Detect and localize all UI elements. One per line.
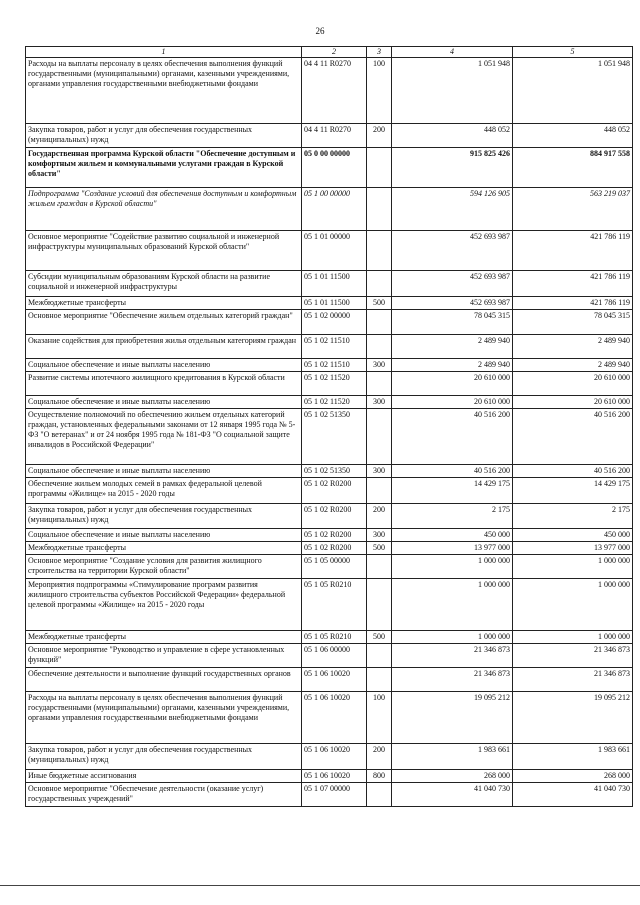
header-cell: 3 [367, 47, 392, 58]
row-name-cell: Подпрограмма "Создание условий для обеспечения доступным и комфортным жильем граждан в Курской области" [26, 188, 302, 231]
row-expense-type-cell: 500 [367, 542, 392, 555]
row-name-cell: Развитие системы ипотечного жилищного кредитования в Курской области [26, 372, 302, 396]
row-amount-1-cell: 13 977 000 [392, 542, 513, 555]
table-row [26, 529, 633, 542]
row-amount-2-cell: 14 429 175 [513, 478, 633, 504]
row-expense-type-cell [367, 644, 392, 668]
table-row [26, 409, 633, 465]
row-expense-type-cell: 300 [367, 396, 392, 409]
row-name-cell: Социальное обеспечение и иные выплаты населению [26, 529, 302, 542]
row-expense-type-cell [367, 372, 392, 396]
row-amount-2-cell: 40 516 200 [513, 465, 633, 478]
row-code-cell: 05 1 07 00000 [302, 783, 367, 807]
row-expense-type-cell [367, 555, 392, 579]
row-expense-type-cell [367, 148, 392, 188]
row-amount-2-cell: 448 052 [513, 124, 633, 148]
row-amount-2-cell: 1 000 000 [513, 579, 633, 631]
row-expense-type-cell: 100 [367, 692, 392, 744]
row-name-cell: Обеспечение деятельности и выполнение функций государственных органов [26, 668, 302, 692]
row-name-cell: Межбюджетные трансферты [26, 631, 302, 644]
table-row [26, 231, 633, 271]
row-name-cell: Осуществление полномочий по обеспечению жильем отдельных категорий граждан, установленных федеральными законами от 12 января 1995 года № 5-ФЗ "О ветеранах" и от 24 ноября 1995 года № 181-ФЗ "О социальной защите инвалидов в Российской Федерации" [26, 409, 302, 465]
table-row [26, 783, 633, 807]
row-name-cell: Основное мероприятие "Руководство и управление в сфере установленных функций" [26, 644, 302, 668]
row-amount-2-cell: 20 610 000 [513, 396, 633, 409]
row-amount-2-cell: 2 489 940 [513, 359, 633, 372]
table-row [26, 644, 633, 668]
table-row [26, 542, 633, 555]
header-row [26, 47, 633, 58]
table-row [26, 465, 633, 478]
table-row [26, 310, 633, 335]
row-amount-1-cell: 40 516 200 [392, 409, 513, 465]
row-code-cell: 05 1 02 R0200 [302, 478, 367, 504]
row-expense-type-cell: 300 [367, 465, 392, 478]
row-amount-1-cell: 1 000 000 [392, 631, 513, 644]
row-amount-2-cell: 1 000 000 [513, 631, 633, 644]
row-amount-2-cell: 1 000 000 [513, 555, 633, 579]
row-amount-1-cell: 40 516 200 [392, 465, 513, 478]
row-name-cell: Основное мероприятие "Обеспечение деятельности (оказание услуг) государственных учреждений" [26, 783, 302, 807]
table-row [26, 478, 633, 504]
row-amount-2-cell: 41 040 730 [513, 783, 633, 807]
row-amount-2-cell: 450 000 [513, 529, 633, 542]
row-amount-1-cell: 19 095 212 [392, 692, 513, 744]
row-amount-1-cell: 448 052 [392, 124, 513, 148]
row-code-cell: 05 1 02 00000 [302, 310, 367, 335]
row-name-cell: Социальное обеспечение и иные выплаты населению [26, 396, 302, 409]
row-amount-2-cell: 2 489 940 [513, 335, 633, 359]
row-code-cell: 05 1 02 11510 [302, 335, 367, 359]
table-row [26, 631, 633, 644]
row-amount-1-cell: 2 175 [392, 504, 513, 529]
table-row [26, 770, 633, 783]
row-expense-type-cell [367, 231, 392, 271]
row-amount-2-cell: 21 346 873 [513, 644, 633, 668]
row-expense-type-cell: 800 [367, 770, 392, 783]
row-amount-2-cell: 19 095 212 [513, 692, 633, 744]
row-code-cell: 05 1 06 10020 [302, 668, 367, 692]
row-name-cell: Социальное обеспечение и иные выплаты населению [26, 359, 302, 372]
row-name-cell: Основное мероприятие "Создание условия для развития жилищного строительства на территории Курской области" [26, 555, 302, 579]
row-amount-2-cell: 40 516 200 [513, 409, 633, 465]
row-amount-2-cell: 563 219 037 [513, 188, 633, 231]
row-name-cell: Закупка товаров, работ и услуг для обеспечения государственных (муниципальных) нужд [26, 744, 302, 770]
row-amount-1-cell: 21 346 873 [392, 668, 513, 692]
table-row [26, 579, 633, 631]
table-row [26, 58, 633, 124]
budget-table [25, 46, 633, 807]
row-amount-2-cell: 78 045 315 [513, 310, 633, 335]
table-row [26, 359, 633, 372]
row-expense-type-cell [367, 310, 392, 335]
row-name-cell: Социальное обеспечение и иные выплаты населению [26, 465, 302, 478]
row-amount-2-cell: 2 175 [513, 504, 633, 529]
row-code-cell: 04 4 11 R0270 [302, 124, 367, 148]
row-expense-type-cell [367, 335, 392, 359]
row-amount-1-cell: 594 126 905 [392, 188, 513, 231]
table-row [26, 148, 633, 188]
row-name-cell: Оказание содействия для приобретения жилья отдельным категориям граждан [26, 335, 302, 359]
page-bottom-rule [0, 885, 640, 886]
row-name-cell: Межбюджетные трансферты [26, 542, 302, 555]
row-expense-type-cell: 200 [367, 504, 392, 529]
row-code-cell: 05 1 05 R0210 [302, 631, 367, 644]
row-code-cell: 05 1 00 00000 [302, 188, 367, 231]
row-amount-1-cell: 78 045 315 [392, 310, 513, 335]
row-code-cell: 04 4 11 R0270 [302, 58, 367, 124]
row-name-cell: Расходы на выплаты персоналу в целях обеспечения выполнения функций государственными (муниципальными) органами, казенными учреждениями, органами управления государственными внебюджетными фондами [26, 58, 302, 124]
row-expense-type-cell: 200 [367, 124, 392, 148]
table-row [26, 335, 633, 359]
row-amount-1-cell: 20 610 000 [392, 396, 513, 409]
row-amount-1-cell: 21 346 873 [392, 644, 513, 668]
row-code-cell: 05 1 06 10020 [302, 692, 367, 744]
row-amount-1-cell: 915 825 426 [392, 148, 513, 188]
row-code-cell: 05 1 02 R0200 [302, 529, 367, 542]
row-code-cell: 05 1 02 51350 [302, 409, 367, 465]
row-expense-type-cell: 200 [367, 744, 392, 770]
row-amount-2-cell: 13 977 000 [513, 542, 633, 555]
table-row [26, 297, 633, 310]
row-code-cell: 05 1 01 11500 [302, 271, 367, 297]
row-amount-1-cell: 2 489 940 [392, 359, 513, 372]
row-name-cell: Закупка товаров, работ и услуг для обеспечения государственных (муниципальных) нужд [26, 124, 302, 148]
row-name-cell: Межбюджетные трансферты [26, 297, 302, 310]
header-cell: 4 [392, 47, 513, 58]
table-row [26, 555, 633, 579]
row-name-cell: Расходы на выплаты персоналу в целях обеспечения выполнения функций государственными (муниципальными) органами, казенными учреждениями, органами управления государственными внебюджетными фондами [26, 692, 302, 744]
row-expense-type-cell: 300 [367, 359, 392, 372]
row-amount-1-cell: 1 000 000 [392, 555, 513, 579]
header-cell: 5 [513, 47, 633, 58]
row-amount-1-cell: 452 693 987 [392, 297, 513, 310]
row-expense-type-cell [367, 271, 392, 297]
row-name-cell: Обеспечение жильем молодых семей в рамках федеральной целевой программы «Жилище» на 2015 - 2020 годы [26, 478, 302, 504]
row-name-cell: Субсидии муниципальным образованиям Курской области на развитие социальной и инженерной инфраструктуры [26, 271, 302, 297]
row-code-cell: 05 1 02 51350 [302, 465, 367, 478]
table-row [26, 692, 633, 744]
row-code-cell: 05 1 06 00000 [302, 644, 367, 668]
table-row [26, 124, 633, 148]
row-amount-2-cell: 421 786 119 [513, 271, 633, 297]
page-number: 26 [315, 26, 325, 36]
table-row [26, 188, 633, 231]
row-amount-2-cell: 268 000 [513, 770, 633, 783]
row-expense-type-cell: 300 [367, 529, 392, 542]
row-name-cell: Основное мероприятие "Обеспечение жильем отдельных категорий граждан" [26, 310, 302, 335]
header-cell: 2 [302, 47, 367, 58]
row-amount-1-cell: 450 000 [392, 529, 513, 542]
row-amount-2-cell: 421 786 119 [513, 231, 633, 271]
table-row [26, 372, 633, 396]
row-amount-1-cell: 14 429 175 [392, 478, 513, 504]
row-code-cell: 05 1 06 10020 [302, 744, 367, 770]
table-row [26, 396, 633, 409]
row-code-cell: 05 0 00 00000 [302, 148, 367, 188]
row-amount-1-cell: 452 693 987 [392, 271, 513, 297]
row-amount-1-cell: 41 040 730 [392, 783, 513, 807]
row-amount-1-cell: 1 983 661 [392, 744, 513, 770]
row-code-cell: 05 1 02 11520 [302, 372, 367, 396]
row-name-cell: Иные бюджетные ассигнования [26, 770, 302, 783]
row-code-cell: 05 1 02 11520 [302, 396, 367, 409]
row-expense-type-cell [367, 188, 392, 231]
row-expense-type-cell: 500 [367, 297, 392, 310]
table-row [26, 504, 633, 529]
row-expense-type-cell: 100 [367, 58, 392, 124]
row-code-cell: 05 1 05 R0210 [302, 579, 367, 631]
row-code-cell: 05 1 02 R0200 [302, 542, 367, 555]
row-name-cell: Мероприятия подпрограммы «Стимулирование программ развития жилищного строительства субъектов Российской Федерации» федеральной целевой программы «Жилище» на 2015 - 2020 годы [26, 579, 302, 631]
row-code-cell: 05 1 01 00000 [302, 231, 367, 271]
row-expense-type-cell [367, 478, 392, 504]
row-amount-2-cell: 421 786 119 [513, 297, 633, 310]
row-expense-type-cell [367, 783, 392, 807]
row-expense-type-cell [367, 579, 392, 631]
row-amount-1-cell: 1 051 948 [392, 58, 513, 124]
header-cell: 1 [26, 47, 302, 58]
row-code-cell: 05 1 05 00000 [302, 555, 367, 579]
row-name-cell: Государственная программа Курской области "Обеспечение доступным и комфортным жильем и коммунальными услугами граждан в Курской области" [26, 148, 302, 188]
row-amount-2-cell: 20 610 000 [513, 372, 633, 396]
row-code-cell: 05 1 02 R0200 [302, 504, 367, 529]
row-code-cell: 05 1 06 10020 [302, 770, 367, 783]
row-amount-2-cell: 1 983 661 [513, 744, 633, 770]
table-row [26, 668, 633, 692]
row-amount-2-cell: 1 051 948 [513, 58, 633, 124]
row-amount-1-cell: 268 000 [392, 770, 513, 783]
row-amount-1-cell: 2 489 940 [392, 335, 513, 359]
row-amount-1-cell: 452 693 987 [392, 231, 513, 271]
row-code-cell: 05 1 02 11510 [302, 359, 367, 372]
table-row [26, 271, 633, 297]
row-name-cell: Основное мероприятие "Содействие развитию социальной и инженерной инфраструктуры муниципальных образований Курской области" [26, 231, 302, 271]
row-expense-type-cell: 500 [367, 631, 392, 644]
row-amount-2-cell: 884 917 558 [513, 148, 633, 188]
row-expense-type-cell [367, 409, 392, 465]
table-row [26, 744, 633, 770]
row-amount-2-cell: 21 346 873 [513, 668, 633, 692]
row-code-cell: 05 1 01 11500 [302, 297, 367, 310]
row-expense-type-cell [367, 668, 392, 692]
row-amount-1-cell: 20 610 000 [392, 372, 513, 396]
row-amount-1-cell: 1 000 000 [392, 579, 513, 631]
row-name-cell: Закупка товаров, работ и услуг для обеспечения государственных (муниципальных) нужд [26, 504, 302, 529]
